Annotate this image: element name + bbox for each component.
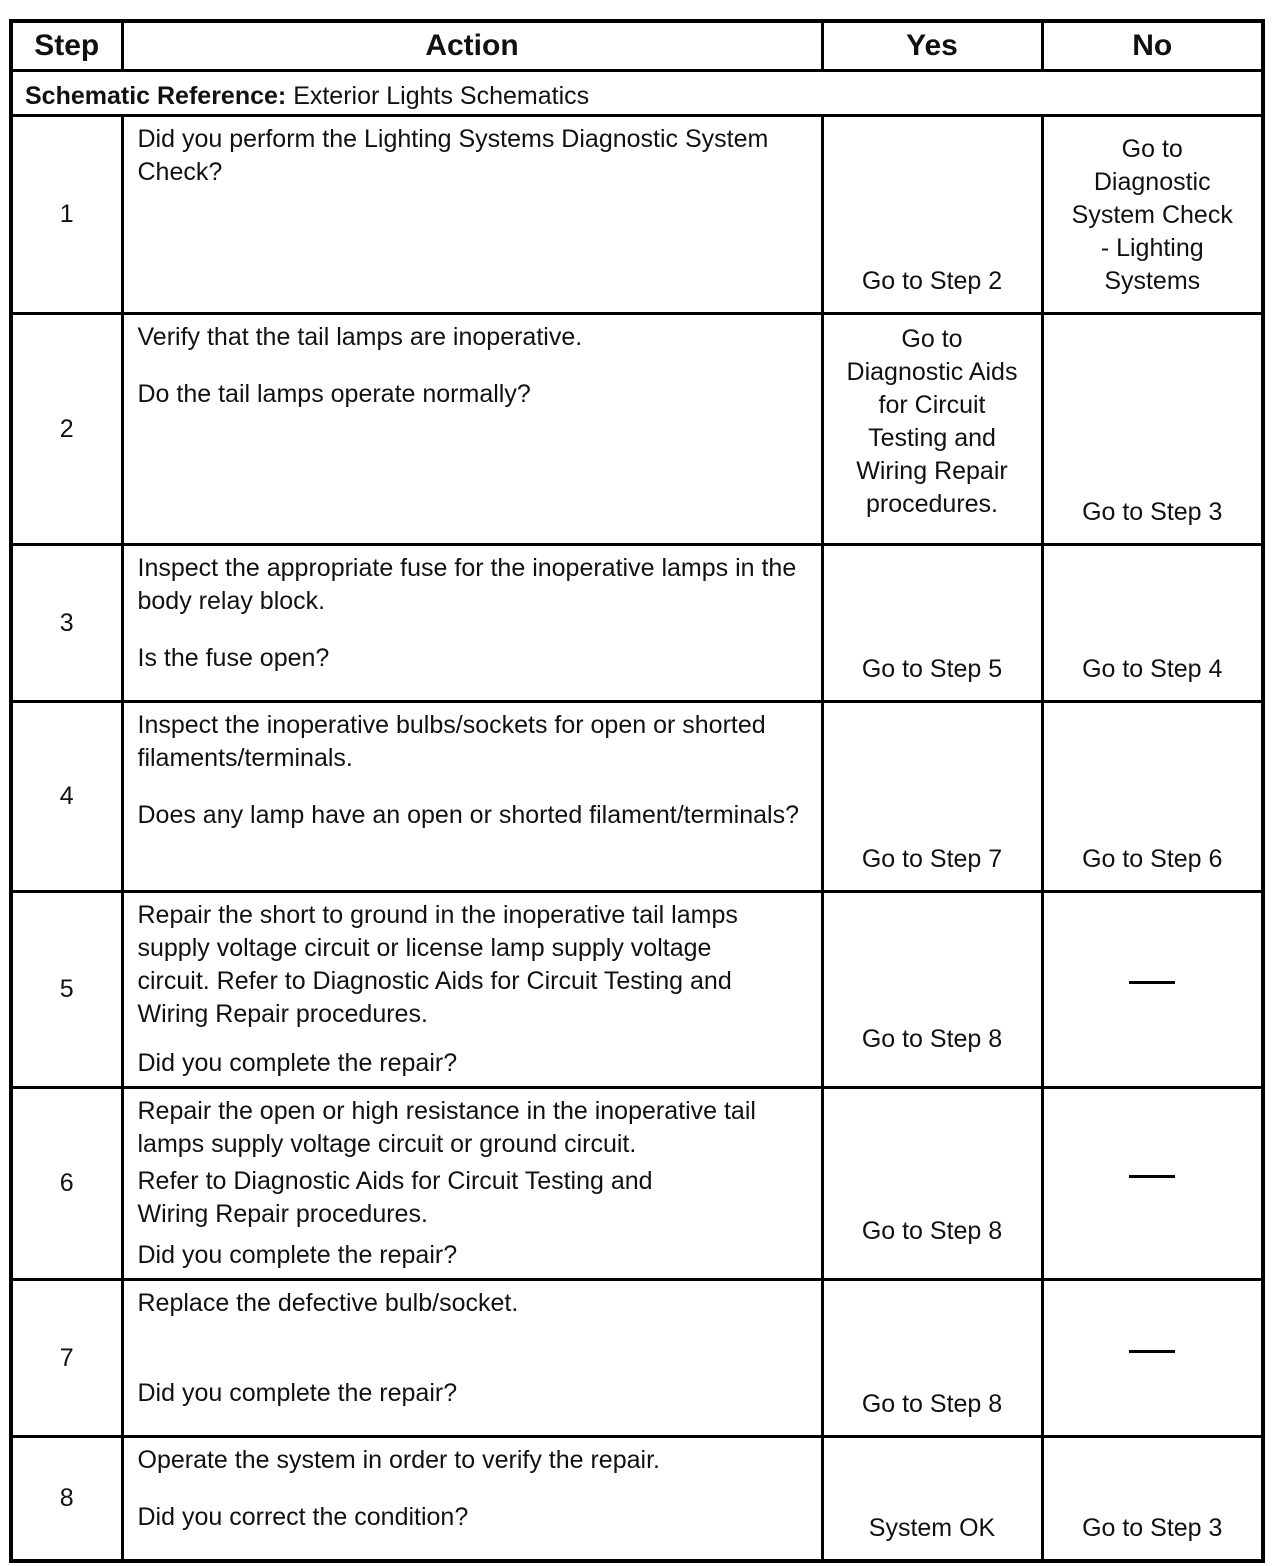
action-text: Verify that the tail lamps are inoperative. xyxy=(137,323,583,351)
yes-result: Go to Diagnostic Aids for Circuit Testing and Wiring Repair procedures. xyxy=(822,314,1042,545)
table-row xyxy=(11,1280,1263,1437)
action-question: Did you correct the condition? xyxy=(137,1503,469,1531)
schematic-reference-link: Exterior Lights Schematics xyxy=(293,81,590,110)
step-number: 5 xyxy=(11,892,122,1088)
header-step: Step xyxy=(11,21,122,71)
yes-result: System OK xyxy=(822,1437,1042,1561)
action-question: Did you complete the repair? xyxy=(137,1379,458,1407)
no-result: Go to Step 3 xyxy=(1042,1437,1263,1561)
action-text: Refer to Diagnostic Aids for Circuit Testing and Wiring Repair procedures. xyxy=(137,1167,653,1228)
header-yes: Yes xyxy=(822,21,1042,71)
action-text: Repair the open or high resistance in the inoperative tail lamps supply voltage circuit or ground circuit. xyxy=(137,1097,756,1158)
dash-mark xyxy=(1129,1175,1175,1178)
schematic-reference xyxy=(11,71,1263,116)
action-cell xyxy=(122,892,822,1088)
action-question: Does any lamp have an open or shorted filament/terminals? xyxy=(137,801,799,829)
step-number: 4 xyxy=(11,702,122,892)
action-question: Do the tail lamps operate normally? xyxy=(137,380,531,408)
table-row xyxy=(11,702,1263,892)
schematic-reference-row xyxy=(11,71,1263,116)
table-row xyxy=(11,1437,1263,1561)
action-cell xyxy=(122,1088,822,1280)
yes-result: Go to Step 8 xyxy=(822,1280,1042,1437)
action-text: Inspect the appropriate fuse for the inoperative lamps in the body relay block. xyxy=(137,554,797,615)
table-row xyxy=(11,545,1263,702)
header-no: No xyxy=(1042,21,1263,71)
action-text: Inspect the inoperative bulbs/sockets for open or shorted filaments/terminals. xyxy=(137,711,766,772)
yes-result: Go to Step 7 xyxy=(822,702,1042,892)
yes-result: Go to Step 8 xyxy=(822,1088,1042,1280)
step-number: 2 xyxy=(11,314,122,545)
step-number: 8 xyxy=(11,1437,122,1561)
header-action: Action xyxy=(122,21,822,71)
step-number: 3 xyxy=(11,545,122,702)
table-row xyxy=(11,116,1263,314)
action-text: Operate the system in order to verify the repair. xyxy=(137,1446,660,1474)
yes-result: Go to Step 2 xyxy=(822,116,1042,314)
table-row xyxy=(11,314,1263,545)
action-text: Repair the short to ground in the inoperative tail lamps supply voltage circuit or license lamp supply voltage circuit. Refer to Diagnostic Aids for Circuit Testing and Wiring Repair procedures. xyxy=(137,901,738,1028)
action-question: Did you complete the repair? xyxy=(137,1049,458,1077)
no-result: Go to Step 4 xyxy=(1042,545,1263,702)
step-number: 6 xyxy=(11,1088,122,1280)
action-cell xyxy=(122,1437,822,1561)
step-number: 1 xyxy=(11,116,122,314)
header-row xyxy=(11,21,1263,71)
action-text: Did you perform the Lighting Systems Diagnostic System Check? xyxy=(137,125,769,186)
step-number: 7 xyxy=(11,1280,122,1437)
dash-mark xyxy=(1129,981,1175,984)
diagnostic-table xyxy=(9,19,1265,1563)
action-cell xyxy=(122,116,822,314)
action-cell xyxy=(122,545,822,702)
no-result: Go to Step 3 xyxy=(1042,314,1263,545)
no-result xyxy=(1042,892,1263,1088)
no-result xyxy=(1042,1280,1263,1437)
table-row xyxy=(11,1088,1263,1280)
yes-result: Go to Step 8 xyxy=(822,892,1042,1088)
no-result: Go to Diagnostic System Check - Lighting Systems xyxy=(1042,116,1263,314)
dash-mark xyxy=(1129,1350,1175,1353)
schematic-reference-label: Schematic Reference: xyxy=(25,81,287,110)
action-cell xyxy=(122,314,822,545)
table-row xyxy=(11,892,1263,1088)
no-result xyxy=(1042,1088,1263,1280)
action-text: Replace the defective bulb/socket. xyxy=(137,1289,519,1317)
action-cell xyxy=(122,1280,822,1437)
no-result: Go to Step 6 xyxy=(1042,702,1263,892)
action-question: Is the fuse open? xyxy=(137,644,330,672)
action-cell xyxy=(122,702,822,892)
action-question: Did you complete the repair? xyxy=(137,1241,458,1269)
yes-result: Go to Step 5 xyxy=(822,545,1042,702)
